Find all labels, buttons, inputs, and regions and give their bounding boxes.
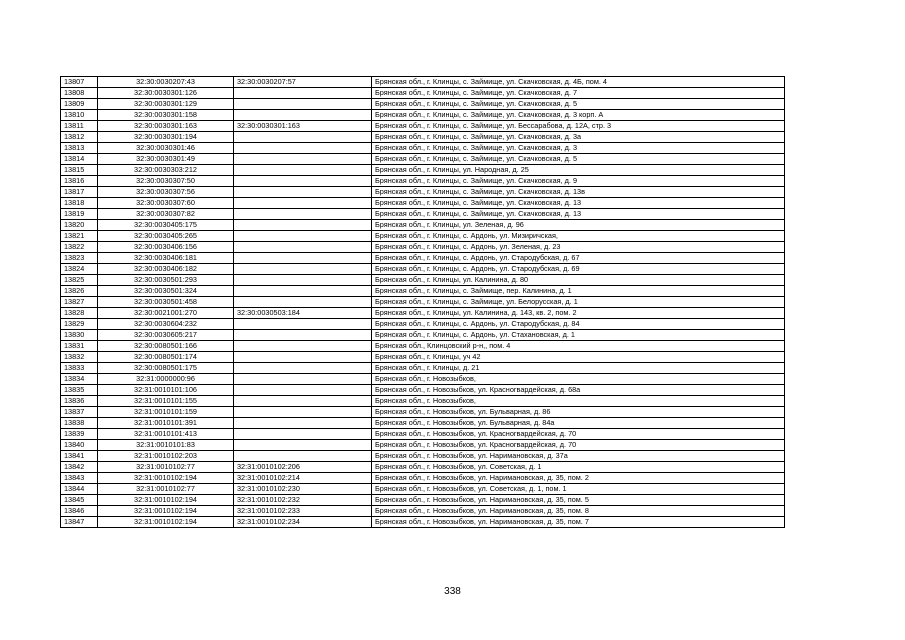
table-row	[61, 132, 785, 143]
table-row	[61, 165, 785, 176]
table-row	[61, 297, 785, 308]
related-cadastral-number-cell	[234, 264, 372, 275]
related-cadastral-number-cell	[234, 88, 372, 99]
address-cell: Брянская обл., г. Новозыбков, ул. Красногвардейская, д. 70	[372, 429, 785, 440]
table-row	[61, 77, 785, 88]
address-cell: Брянская обл., г. Новозыбков, ул. Наримановская, д. 35, пом. 8	[372, 506, 785, 517]
cadastral-number-cell: 32:30:0030405:175	[98, 220, 234, 231]
related-cadastral-number-cell	[234, 198, 372, 209]
related-cadastral-number-cell	[234, 440, 372, 451]
address-cell: Брянская обл., г. Новозыбков, ул. Бульварная, д. 84а	[372, 418, 785, 429]
cadastral-number-cell: 32:30:0030406:182	[98, 264, 234, 275]
cadastral-number-cell: 32:30:0030307:56	[98, 187, 234, 198]
cadastral-number-cell: 32:31:0010102:77	[98, 462, 234, 473]
table-row	[61, 341, 785, 352]
cadastral-number-cell: 32:30:0030406:156	[98, 242, 234, 253]
table-row	[61, 396, 785, 407]
row-number-cell: 13821	[61, 231, 98, 242]
address-cell: Брянская обл., г. Клинцы, с. Займище, ул. Скачковская, д. 3	[372, 143, 785, 154]
row-number-cell: 13820	[61, 220, 98, 231]
table-row	[61, 110, 785, 121]
table-row	[61, 363, 785, 374]
table-row	[61, 484, 785, 495]
table-row	[61, 88, 785, 99]
address-cell: Брянская обл., г. Клинцы, с. Займище, ул. Скачковская, д. 7	[372, 88, 785, 99]
cadastral-number-cell: 32:31:0010101:391	[98, 418, 234, 429]
related-cadastral-number-cell	[234, 451, 372, 462]
cadastral-number-cell: 32:30:0030405:265	[98, 231, 234, 242]
cadastral-number-cell: 32:30:0030307:50	[98, 176, 234, 187]
related-cadastral-number-cell	[234, 132, 372, 143]
related-cadastral-number-cell	[234, 253, 372, 264]
address-cell: Брянская обл., г. Клинцы, с. Ардонь, ул. Стародубская, д. 69	[372, 264, 785, 275]
row-number-cell: 13836	[61, 396, 98, 407]
row-number-cell: 13841	[61, 451, 98, 462]
row-number-cell: 13832	[61, 352, 98, 363]
table-row	[61, 495, 785, 506]
address-cell: Брянская обл., г. Новозыбков, ул. Бульварная, д. 86	[372, 407, 785, 418]
table-row	[61, 440, 785, 451]
related-cadastral-number-cell: 32:30:0030207:57	[234, 77, 372, 88]
address-cell: Брянская обл., г. Клинцы, с. Займище, ул. Скачковская, д. 13	[372, 198, 785, 209]
row-number-cell: 13816	[61, 176, 98, 187]
address-cell: Брянская обл., г. Клинцы, с. Ардонь, ул. Стахановская, д. 1	[372, 330, 785, 341]
address-cell: Брянская обл., г. Клинцы, с. Займище, ул. Скачковская, д. 13в	[372, 187, 785, 198]
row-number-cell: 13835	[61, 385, 98, 396]
cadastral-number-cell: 32:31:0010102:194	[98, 495, 234, 506]
cadastral-number-cell: 32:31:0010102:77	[98, 484, 234, 495]
row-number-cell: 13814	[61, 154, 98, 165]
cadastral-number-cell: 32:31:0010102:194	[98, 506, 234, 517]
cadastral-number-cell: 32:30:0030301:194	[98, 132, 234, 143]
cadastral-number-cell: 32:30:0080501:175	[98, 363, 234, 374]
row-number-cell: 13827	[61, 297, 98, 308]
address-cell: Брянская обл., г. Клинцы, ул. Калинина, д. 143, кв. 2, пом. 2	[372, 308, 785, 319]
cadastral-number-cell: 32:30:0030307:60	[98, 198, 234, 209]
cadastral-number-cell: 32:31:0010101:413	[98, 429, 234, 440]
cadastral-number-cell: 32:30:0030501:324	[98, 286, 234, 297]
related-cadastral-number-cell	[234, 275, 372, 286]
row-number-cell: 13837	[61, 407, 98, 418]
related-cadastral-number-cell: 32:31:0010102:206	[234, 462, 372, 473]
address-cell: Брянская обл., г. Клинцы, с. Займище, ул. Скачковская, д. 5	[372, 154, 785, 165]
related-cadastral-number-cell: 32:30:0030301:163	[234, 121, 372, 132]
table-row	[61, 264, 785, 275]
row-number-cell: 13829	[61, 319, 98, 330]
cadastral-number-cell: 32:30:0030501:458	[98, 297, 234, 308]
related-cadastral-number-cell	[234, 319, 372, 330]
cadastral-number-cell: 32:31:0010102:203	[98, 451, 234, 462]
table-row	[61, 209, 785, 220]
address-cell: Брянская обл., г. Клинцы, с. Займище, ул. Скачковская, д. 5	[372, 99, 785, 110]
table-row	[61, 176, 785, 187]
row-number-cell: 13815	[61, 165, 98, 176]
address-cell: Брянская обл., г. Клинцы, д. 21	[372, 363, 785, 374]
related-cadastral-number-cell: 32:31:0010102:233	[234, 506, 372, 517]
table-row	[61, 143, 785, 154]
row-number-cell: 13833	[61, 363, 98, 374]
cadastral-number-cell: 32:30:0030207:43	[98, 77, 234, 88]
table-row	[61, 473, 785, 484]
row-number-cell: 13834	[61, 374, 98, 385]
table-row	[61, 231, 785, 242]
related-cadastral-number-cell	[234, 242, 372, 253]
table-row	[61, 418, 785, 429]
row-number-cell: 13847	[61, 517, 98, 528]
cadastral-number-cell: 32:30:0030605:217	[98, 330, 234, 341]
row-number-cell: 13831	[61, 341, 98, 352]
address-cell: Брянская обл., г. Новозыбков, ул. Красногвардейская, д. 70	[372, 440, 785, 451]
cadastral-number-cell: 32:30:0030501:293	[98, 275, 234, 286]
row-number-cell: 13839	[61, 429, 98, 440]
cadastral-number-cell: 32:31:0000000:96	[98, 374, 234, 385]
table-row	[61, 198, 785, 209]
table-row	[61, 330, 785, 341]
row-number-cell: 13817	[61, 187, 98, 198]
table-row	[61, 99, 785, 110]
row-number-cell: 13842	[61, 462, 98, 473]
address-cell: Брянская обл., г. Клинцы, ул. Народная, д. 25	[372, 165, 785, 176]
related-cadastral-number-cell	[234, 352, 372, 363]
address-cell: Брянская обл., г. Новозыбков,	[372, 374, 785, 385]
related-cadastral-number-cell	[234, 220, 372, 231]
cadastral-number-cell: 32:30:0030301:46	[98, 143, 234, 154]
row-number-cell: 13845	[61, 495, 98, 506]
address-cell: Брянская обл., г. Клинцы, ул. Зеленая, д. 96	[372, 220, 785, 231]
address-cell: Брянская обл., г. Клинцы, с. Займище, ул. Скачковская, д. 3 корп. А	[372, 110, 785, 121]
address-cell: Брянская обл., г. Клинцы, с. Займище, ул. Скачковская, д. 13	[372, 209, 785, 220]
table-row	[61, 374, 785, 385]
cadastral-number-cell: 32:30:0030301:49	[98, 154, 234, 165]
table-row	[61, 407, 785, 418]
cadastral-number-cell: 32:31:0010101:83	[98, 440, 234, 451]
row-number-cell: 13823	[61, 253, 98, 264]
address-cell: Брянская обл., г. Клинцы, с. Займище, ул. Бессарабова, д. 12А, стр. 3	[372, 121, 785, 132]
related-cadastral-number-cell: 32:31:0010102:234	[234, 517, 372, 528]
related-cadastral-number-cell	[234, 99, 372, 110]
table-row	[61, 429, 785, 440]
cadastral-number-cell: 32:30:0030307:82	[98, 209, 234, 220]
table-row	[61, 275, 785, 286]
address-cell: Брянская обл., г. Клинцы, с. Ардонь, ул. Зеленая, д. 23	[372, 242, 785, 253]
row-number-cell: 13819	[61, 209, 98, 220]
cadastral-number-cell: 32:30:0030604:232	[98, 319, 234, 330]
table-row	[61, 451, 785, 462]
related-cadastral-number-cell	[234, 165, 372, 176]
address-cell: Брянская обл., г. Новозыбков, ул. Наримановская, д. 37а	[372, 451, 785, 462]
related-cadastral-number-cell	[234, 187, 372, 198]
cadastral-number-cell: 32:30:0080501:166	[98, 341, 234, 352]
table-row	[61, 308, 785, 319]
related-cadastral-number-cell	[234, 143, 372, 154]
related-cadastral-number-cell	[234, 297, 372, 308]
address-cell: Брянская обл., г. Клинцы, с. Займище, ул. Белорусская, д. 1	[372, 297, 785, 308]
address-cell: Брянская обл., г. Новозыбков, ул. Наримановская, д. 35, пом. 7	[372, 517, 785, 528]
row-number-cell: 13822	[61, 242, 98, 253]
cadastral-number-cell: 32:30:0080501:174	[98, 352, 234, 363]
address-cell: Брянская обл., г. Новозыбков, ул. Красногвардейская, д. 68а	[372, 385, 785, 396]
row-number-cell: 13830	[61, 330, 98, 341]
cadastral-number-cell: 32:30:0030301:163	[98, 121, 234, 132]
row-number-cell: 13812	[61, 132, 98, 143]
cadastral-number-cell: 32:30:0030301:158	[98, 110, 234, 121]
row-number-cell: 13824	[61, 264, 98, 275]
address-cell: Брянская обл., г. Клинцы, с. Займище, ул. Скачковская, д. 9	[372, 176, 785, 187]
page-number: 338	[444, 586, 461, 597]
row-number-cell: 13846	[61, 506, 98, 517]
row-number-cell: 13809	[61, 99, 98, 110]
table-row	[61, 286, 785, 297]
table-row	[61, 319, 785, 330]
table-row	[61, 517, 785, 528]
address-cell: Брянская обл., г. Новозыбков, ул. Советская, д. 1, пом. 1	[372, 484, 785, 495]
related-cadastral-number-cell: 32:31:0010102:232	[234, 495, 372, 506]
address-cell: Брянская обл., г. Клинцы, уч 42	[372, 352, 785, 363]
table-row	[61, 462, 785, 473]
cadastral-number-cell: 32:31:0010102:194	[98, 517, 234, 528]
row-number-cell: 13810	[61, 110, 98, 121]
cadastral-number-cell: 32:31:0010102:194	[98, 473, 234, 484]
related-cadastral-number-cell	[234, 231, 372, 242]
address-cell: Брянская обл., г. Клинцы, с. Ардонь, ул. Мизиричская,	[372, 231, 785, 242]
registry-table-body	[61, 77, 785, 528]
row-number-cell: 13844	[61, 484, 98, 495]
related-cadastral-number-cell	[234, 374, 372, 385]
address-cell: Брянская обл., г. Клинцы, с. Ардонь, ул. Стародубская, д. 84	[372, 319, 785, 330]
table-row	[61, 352, 785, 363]
related-cadastral-number-cell	[234, 396, 372, 407]
address-cell: Брянская обл., г. Клинцы, с. Займище, пер. Калинина, д. 1	[372, 286, 785, 297]
row-number-cell: 13808	[61, 88, 98, 99]
cadastral-number-cell: 32:30:0030406:181	[98, 253, 234, 264]
row-number-cell: 13825	[61, 275, 98, 286]
address-cell: Брянская обл., г. Новозыбков, ул. Наримановская, д. 35, пом. 5	[372, 495, 785, 506]
row-number-cell: 13807	[61, 77, 98, 88]
cadastral-number-cell: 32:30:0030301:126	[98, 88, 234, 99]
row-number-cell: 13813	[61, 143, 98, 154]
address-cell: Брянская обл., г. Клинцы, с. Займище, ул. Скачковская, д. 4Б, пом. 4	[372, 77, 785, 88]
property-registry-table	[60, 76, 785, 528]
row-number-cell: 13838	[61, 418, 98, 429]
row-number-cell: 13818	[61, 198, 98, 209]
related-cadastral-number-cell	[234, 209, 372, 220]
row-number-cell: 13843	[61, 473, 98, 484]
cadastral-number-cell: 32:31:0010101:155	[98, 396, 234, 407]
related-cadastral-number-cell	[234, 418, 372, 429]
table-row	[61, 253, 785, 264]
table-row	[61, 121, 785, 132]
related-cadastral-number-cell	[234, 407, 372, 418]
related-cadastral-number-cell	[234, 341, 372, 352]
related-cadastral-number-cell: 32:30:0030503:184	[234, 308, 372, 319]
row-number-cell: 13826	[61, 286, 98, 297]
related-cadastral-number-cell	[234, 385, 372, 396]
related-cadastral-number-cell	[234, 429, 372, 440]
related-cadastral-number-cell	[234, 110, 372, 121]
cadastral-number-cell: 32:31:0010101:159	[98, 407, 234, 418]
related-cadastral-number-cell: 32:31:0010102:230	[234, 484, 372, 495]
address-cell: Брянская обл., Клинцовский р-н,, пом. 4	[372, 341, 785, 352]
table-row	[61, 187, 785, 198]
related-cadastral-number-cell	[234, 330, 372, 341]
cadastral-number-cell: 32:30:0030303:212	[98, 165, 234, 176]
address-cell: Брянская обл., г. Новозыбков,	[372, 396, 785, 407]
table-row	[61, 154, 785, 165]
address-cell: Брянская обл., г. Новозыбков, ул. Наримановская, д. 35, пом. 2	[372, 473, 785, 484]
related-cadastral-number-cell: 32:31:0010102:214	[234, 473, 372, 484]
related-cadastral-number-cell	[234, 176, 372, 187]
row-number-cell: 13828	[61, 308, 98, 319]
address-cell: Брянская обл., г. Клинцы, с. Займище, ул. Скачковская, д. 3а	[372, 132, 785, 143]
table-row	[61, 220, 785, 231]
table-row	[61, 385, 785, 396]
address-cell: Брянская обл., г. Клинцы, ул. Калинина, д. 80	[372, 275, 785, 286]
cadastral-number-cell: 32:31:0010101:106	[98, 385, 234, 396]
related-cadastral-number-cell	[234, 363, 372, 374]
address-cell: Брянская обл., г. Клинцы, с. Ардонь, ул. Стародубская, д. 67	[372, 253, 785, 264]
cadastral-number-cell: 32:30:0021001:270	[98, 308, 234, 319]
related-cadastral-number-cell	[234, 154, 372, 165]
related-cadastral-number-cell	[234, 286, 372, 297]
address-cell: Брянская обл., г. Новозыбков, ул. Советская, д. 1	[372, 462, 785, 473]
table-row	[61, 506, 785, 517]
table-row	[61, 242, 785, 253]
cadastral-number-cell: 32:30:0030301:129	[98, 99, 234, 110]
row-number-cell: 13840	[61, 440, 98, 451]
row-number-cell: 13811	[61, 121, 98, 132]
